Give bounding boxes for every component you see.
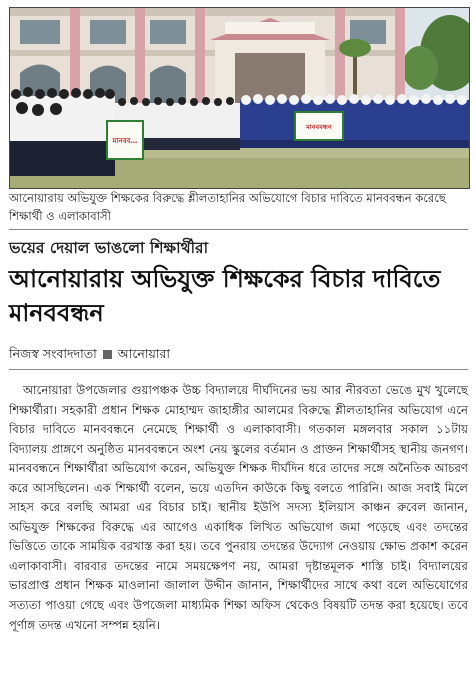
divider [9, 369, 468, 370]
byline-location: আনোয়ারা [117, 346, 170, 361]
article-body [9, 381, 468, 635]
banner-left-text: মানবব… [112, 137, 138, 145]
banner-right-text: মানববন্ধন [306, 123, 332, 131]
byline-separator [103, 350, 112, 359]
byline-reporter: নিজস্ব সংবাদদাতা [9, 346, 97, 361]
photo-caption: আনোয়ারায় অভিযুক্ত শিক্ষকের বিরুদ্ধে শ্লীলতাহানির অভিযোগে বিচার দাবিতে মানববন্ধন করেছে শিক্ষার্থী ও এলাকাবাসী [9, 191, 446, 223]
kicker: ভয়ের দেয়াল ভাঙলো শিক্ষার্থীরা [9, 239, 209, 257]
headline: আনোয়ারায় অভিযুক্ত শিক্ষকের বিচার দাবিতে মানববন্ধন [9, 265, 441, 327]
divider [9, 229, 468, 230]
article-paragraph: আনোয়ারা উপজেলার গুয়াপঞ্চক উচ্চ বিদ্যালয়ে দীর্ঘদিনের ভয় আর নীরবতা ভেঙে মুখ খুলেছে শিক্ষার্থীরা। সহকারী প্রধান শিক্ষক মোহাম্মদ জাহাঙ্গীর আলমের বিরুদ্ধে শ্লীলতাহানির অভিযোগ এনে বিচার দাবিতে মানববন্ধনে নেমেছে শিক্ষার্থী ও এলাকাবাসী। গতকাল মঙ্গলবার সকাল ১১টায় বিদ্যালয় প্রাঙ্গণে অনুষ্ঠিত মানববন্ধনে অংশ নেয় স্কুলের বর্তমান ও প্রাক্তন শিক্ষার্থীসহ স্থানীয় জনগণ। মানববন্ধনে শিক্ষার্থীরা অভিযোগ করেন, অভিযুক্ত শিক্ষক দীর্ঘদিন ধরে তাদের সঙ্গে অনৈতিক আচরণ করে আসছিলেন। এক শিক্ষার্থী বলেন, ভয়ে এতদিন কাউকে কিছু বলতে পারিনি। আজ সবাই মিলে সাহস করে বলছি আমরা এর বিচার চাই। স্থানীয় ইউপি সদস্য ইলিয়াস কাঞ্চন রুবেল জানান, অভিযুক্ত শিক্ষকের বিরুদ্ধে এর আগেও একাধিক লিখিত অভিযোগ জমা পড়েছে এবং তদন্তের ভিত্তিতে তাকে সাময়িক বরখাস্ত করা হয়। তবে পুনরায় তদন্তের উদ্যোগ নেওয়ায় ক্ষোভ প্রকাশ করেন এলাকাবাসী। বারবার তদন্তের নামে সময়ক্ষেপণ নয়, আমরা দৃষ্টান্তমূলক শাস্তি চাই। বিদ্যালয়ের ভারপ্রাপ্ত প্রধান শিক্ষক মাওলানা জালাল উদ্দীন জানান, শিক্ষার্থীদের সাথে কথা বলে অভিযোগের সত্যতা পাওয়া গেছে এবং উপজেলা মাধ্যমিক শিক্ষা অফিস থেকেও বিষয়টি তদন্ত করা হয়েছে। তবে পূর্ণাঙ্গ তদন্ত এখনো সম্পন্ন হয়নি। [9, 383, 468, 632]
byline [9, 346, 468, 366]
news-photo [9, 7, 470, 189]
